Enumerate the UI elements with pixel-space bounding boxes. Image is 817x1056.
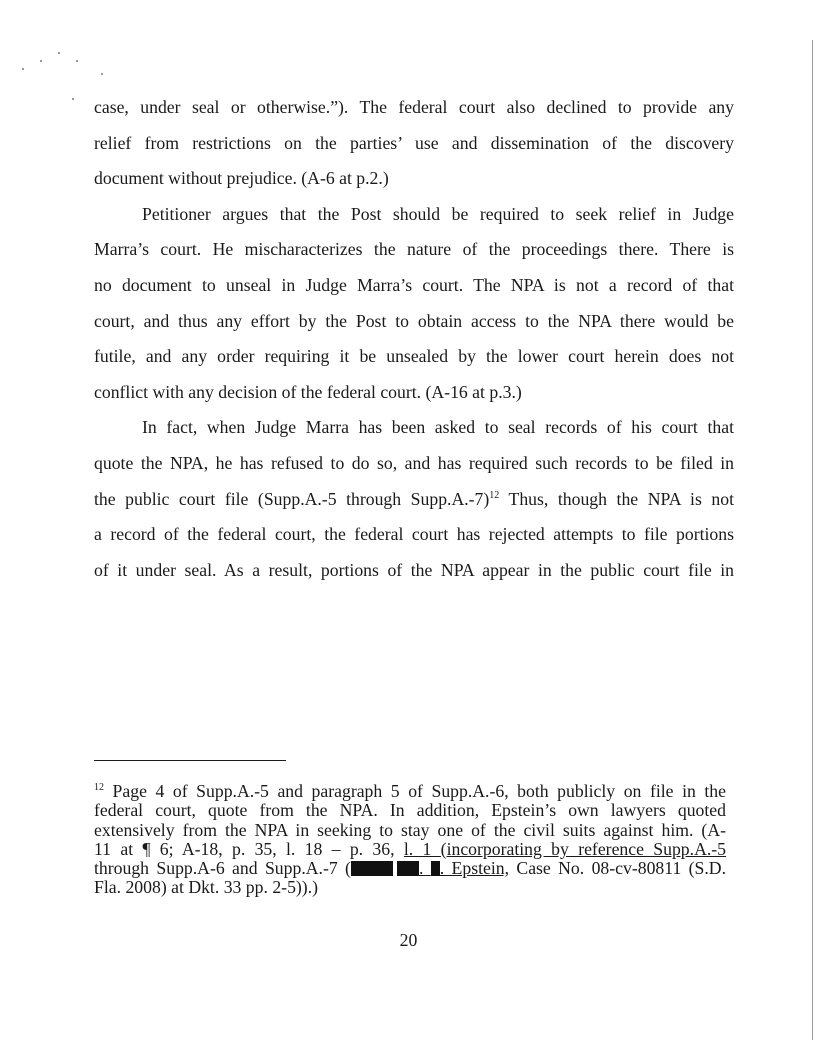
p1-line-2: relief from restrictions on the parties’ use and dissemination of the discovery [94,132,734,153]
p3-line-3 [94,482,734,518]
footnote-ref-12: 12 [489,489,500,501]
footnote-separator [94,760,286,761]
footnote-12 [94,782,726,898]
p3-line-2: quote the NPA, he has refused to do so, and has required such records to be filed in [94,452,734,473]
footnote-marker: 12 [94,782,104,793]
p1-line-1: case, under seal or otherwise.”). The federal court also declined to provide any [94,97,734,117]
footnote-line-5-part-d: Case No. 08-cv-80811 (S.D. [509,858,727,879]
footnote-line-4-underlined: l. 1 (incorporating by reference Supp.A.-5 [403,838,727,859]
footnote-case-name: . Epstein, [439,858,510,879]
p3-line-1: In fact, when Judge Marra has been asked to seal records of his court that [142,417,734,438]
p3-line-3-part-b: Thus, though the NPA is not [499,488,734,509]
p2-line-6: conflict with any decision of the federal court. (A-16 at p.3.) [94,381,522,402]
p3-line-5: of it under seal. As a result, portions of the NPA appear in the public court file in [94,559,734,580]
footnote-line-5 [94,859,726,878]
footnote-line-4-part-a: 11 at ¶ 6; A-18, p. 35, l. 18 – p. 36, [94,838,404,859]
p2-line-3: no document to unseal in Judge Marra’s court. The NPA is not a record of that [94,274,734,295]
p3-line-4: a record of the federal court, the federal court has rejected attempts to file portions [94,524,734,545]
footnote-line-2: federal court, quote from the NPA. In addition, Epstein’s own lawyers quoted [94,800,726,821]
footnote-line-5-part-a: through Supp.A-6 and Supp.A.-7 ( [94,858,351,879]
p2-line-4: court, and thus any effort by the Post to obtain access to the NPA there would be [94,310,734,331]
page-number: 20 [399,930,418,950]
p2-line-1: Petitioner argues that the Post should be required to seek relief in Judge [142,203,734,224]
footnote-line-1-text: Page 4 of Supp.A.-5 and paragraph 5 of Supp.A.-6, both publicly on file in the [104,781,726,801]
p3-line-3-part-a: the public court file (Supp.A.-5 through Supp.A.-7) [94,488,490,509]
footnote-line-5-dot: . [418,858,431,879]
redaction-block-3 [431,861,440,876]
footnote-line-3: extensively from the NPA in seeking to stay one of the civil suits against him. (A- [94,819,726,840]
p2-line-2: Marra’s court. He mischaracterizes the nature of the proceedings there. There is [94,239,734,260]
redaction-block-2 [397,861,419,876]
p1-line-3: document without prejudice. (A-6 at p.2.) [94,168,389,189]
footnote-line-6: Fla. 2008) at Dkt. 33 pp. 2-5)).) [94,877,319,898]
body-text [94,90,734,588]
page-edge-line [812,40,813,1040]
redaction-block-1 [351,861,393,876]
footnote-line-1 [94,782,726,801]
p2-line-5: futile, and any order requiring it be unsealed by the lower court herein does not [94,346,734,367]
footnote-line-4 [94,840,726,859]
